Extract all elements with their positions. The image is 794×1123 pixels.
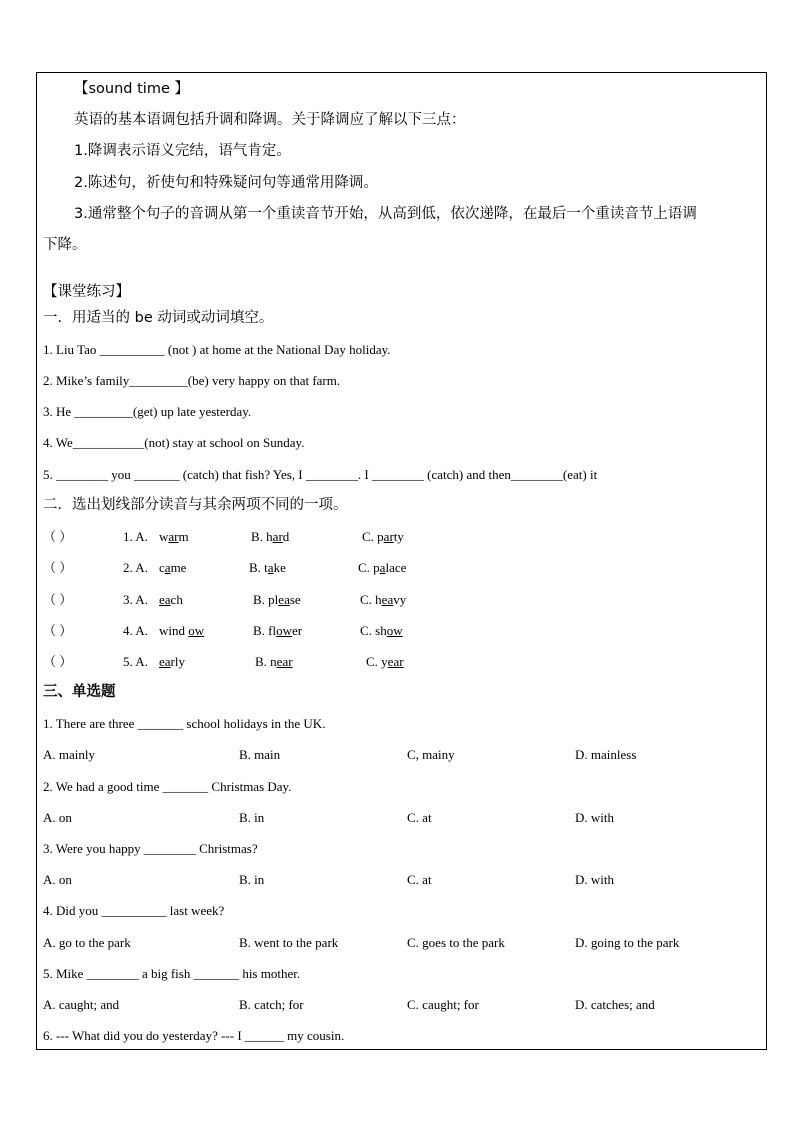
part1-question-3: 3. He _________(get) up late yesterday. [43,404,252,419]
answer-paren[interactable]: （ ） [43,654,73,669]
item-number: 5. A. [123,654,148,669]
question-text: 2. We had a good time _______ Christmas Day. [43,779,292,794]
option-d: D. going to the park [575,935,680,950]
option-d: D. mainless [575,747,637,762]
option-a: warm [159,529,189,544]
item-number: 1. A. [123,529,148,544]
point-2: 2.陈述句，祈使句和特殊疑问句等通常用降调。 [74,175,378,191]
item-number: 4. A. [123,623,148,638]
option-a: A. caught; and [43,997,120,1012]
option-a: wind ow [159,623,205,638]
part1-title: 一．用适当的 be 动词或动词填空。 [43,310,274,326]
option-b: B. in [239,810,265,825]
option-b: B. flower [253,623,303,638]
option-a: each [159,592,183,607]
point-3-line-1: 3.通常整个句子的音调从第一个重读音节开始，从高到低，依次递降，在最后一个重读音节上语调 [74,206,697,222]
option-d: D. with [575,810,614,825]
option-a: A. on [43,810,72,825]
question-text: 1. There are three _______ school holidays in the UK. [43,716,326,731]
option-c: C, mainy [407,747,455,762]
option-b: B. hard [251,529,290,544]
option-b: B. in [239,872,265,887]
intro-text: 英语的基本语调包括升调和降调。关于降调应了解以下三点： [74,112,466,128]
item-number: 3. A. [123,592,148,607]
option-b: B. please [253,592,301,607]
option-b: B. take [249,560,286,575]
part1-question-4: 4. We___________(not) stay at school on Sunday. [43,435,305,450]
option-c: C. heavy [360,592,407,607]
answer-paren[interactable]: （ ） [43,592,73,607]
part1-question-2: 2. Mike’s family_________(be) very happy on that farm. [43,373,341,388]
option-c: C. year [366,654,404,669]
option-c: C. palace [358,560,407,575]
option-b: B. near [255,654,293,669]
question-6: 6. --- What did you do yesterday? --- I ______ my cousin. [43,1028,345,1043]
option-a: A. mainly [43,747,95,762]
option-b: B. catch; for [239,997,304,1012]
option-c: C. show [360,623,403,638]
option-a: early [159,654,185,669]
option-c: C. at [407,872,432,887]
option-c: C. caught; for [407,997,479,1012]
point-1: 1.降调表示语义完结，语气肯定。 [74,143,291,159]
answer-paren[interactable]: （ ） [43,560,73,575]
option-a: A. go to the park [43,935,131,950]
question-text: 4. Did you __________ last week? [43,903,225,918]
question-text: 5. Mike ________ a big fish _______ his mother. [43,966,301,981]
answer-paren[interactable]: （ ） [43,623,73,638]
option-d: D. catches; and [575,997,655,1012]
option-b: B. went to the park [239,935,339,950]
part3-title: 三、单选题 [43,684,116,700]
option-b: B. main [239,747,281,762]
option-d: D. with [575,872,614,887]
item-number: 2. A. [123,560,148,575]
practice-heading: 【课堂练习】 [43,284,130,300]
sound-time-heading: 【sound time 】 [74,81,189,97]
option-c: C. at [407,810,432,825]
question-text: 3. Were you happy ________ Christmas? [43,841,258,856]
option-c: C. party [362,529,404,544]
option-a: came [159,560,187,575]
option-c: C. goes to the park [407,935,505,950]
point-3-line-2: 下降。 [43,237,87,253]
part2-title: 二．选出划线部分读音与其余两项不同的一项。 [43,497,348,513]
answer-paren[interactable]: （ ） [43,529,73,544]
part1-question-5: 5. ________ you _______ (catch) that fish? Yes, I ________. I ________ (catch) and then________(eat) it [43,467,598,482]
option-a: A. on [43,872,72,887]
part1-question-1: 1. Liu Tao __________ (not ) at home at the National Day holiday. [43,342,391,357]
